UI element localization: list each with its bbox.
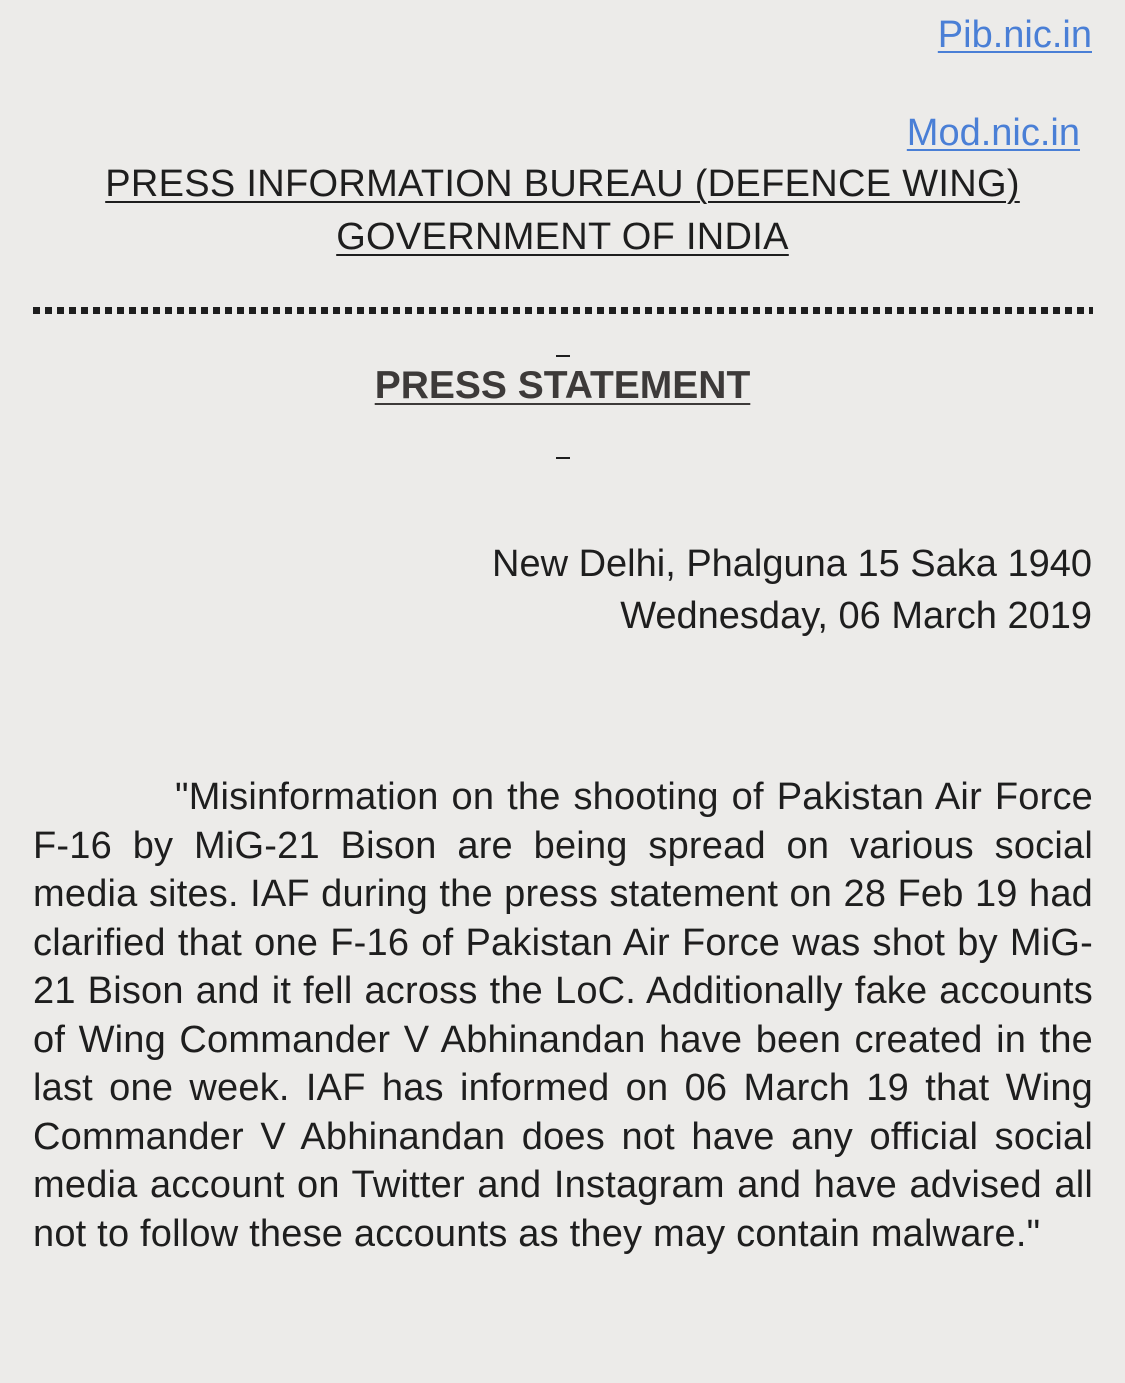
mod-link[interactable]: Mod.nic.in: [906, 112, 1080, 154]
press-statement-title: [0, 366, 1125, 405]
header-government: [0, 218, 1125, 256]
header-bureau-text: PRESS INFORMATION BUREAU (DEFENCE WING): [105, 163, 1020, 205]
pib-link[interactable]: Pib.nic.in: [937, 14, 1092, 56]
dash-mark-top: [556, 355, 570, 357]
dash-mark-bottom: [556, 457, 570, 459]
header-government-text: GOVERNMENT OF INDIA: [336, 216, 789, 258]
statement-body: "Misinformation on the shooting of Pakistan Air Force F-16 by MiG-21 Bison are being spread on various social media sites. IAF during the press statement on 28 Feb 19 had clarified that one F-16 of Pakistan Air Force was shot by MiG-21 Bison and it fell across the LoC. Additionally fake accounts of Wing Commander V Abhinandan have been created in the last one week. IAF has informed on 06 March 19 that Wing Commander V Abhinandan does not have any official social media account on Twitter and Instagram and have advised all not to follow these accounts as they may contain malware.": [33, 776, 1093, 1255]
dateline-saka: New Delhi, Phalguna 15 Saka 1940: [492, 543, 1092, 585]
header-bureau: [0, 165, 1125, 203]
press-statement-title-text: PRESS STATEMENT: [374, 364, 751, 407]
dateline-gregorian: Wednesday, 06 March 2019: [620, 595, 1092, 637]
dotted-divider: [33, 307, 1093, 314]
